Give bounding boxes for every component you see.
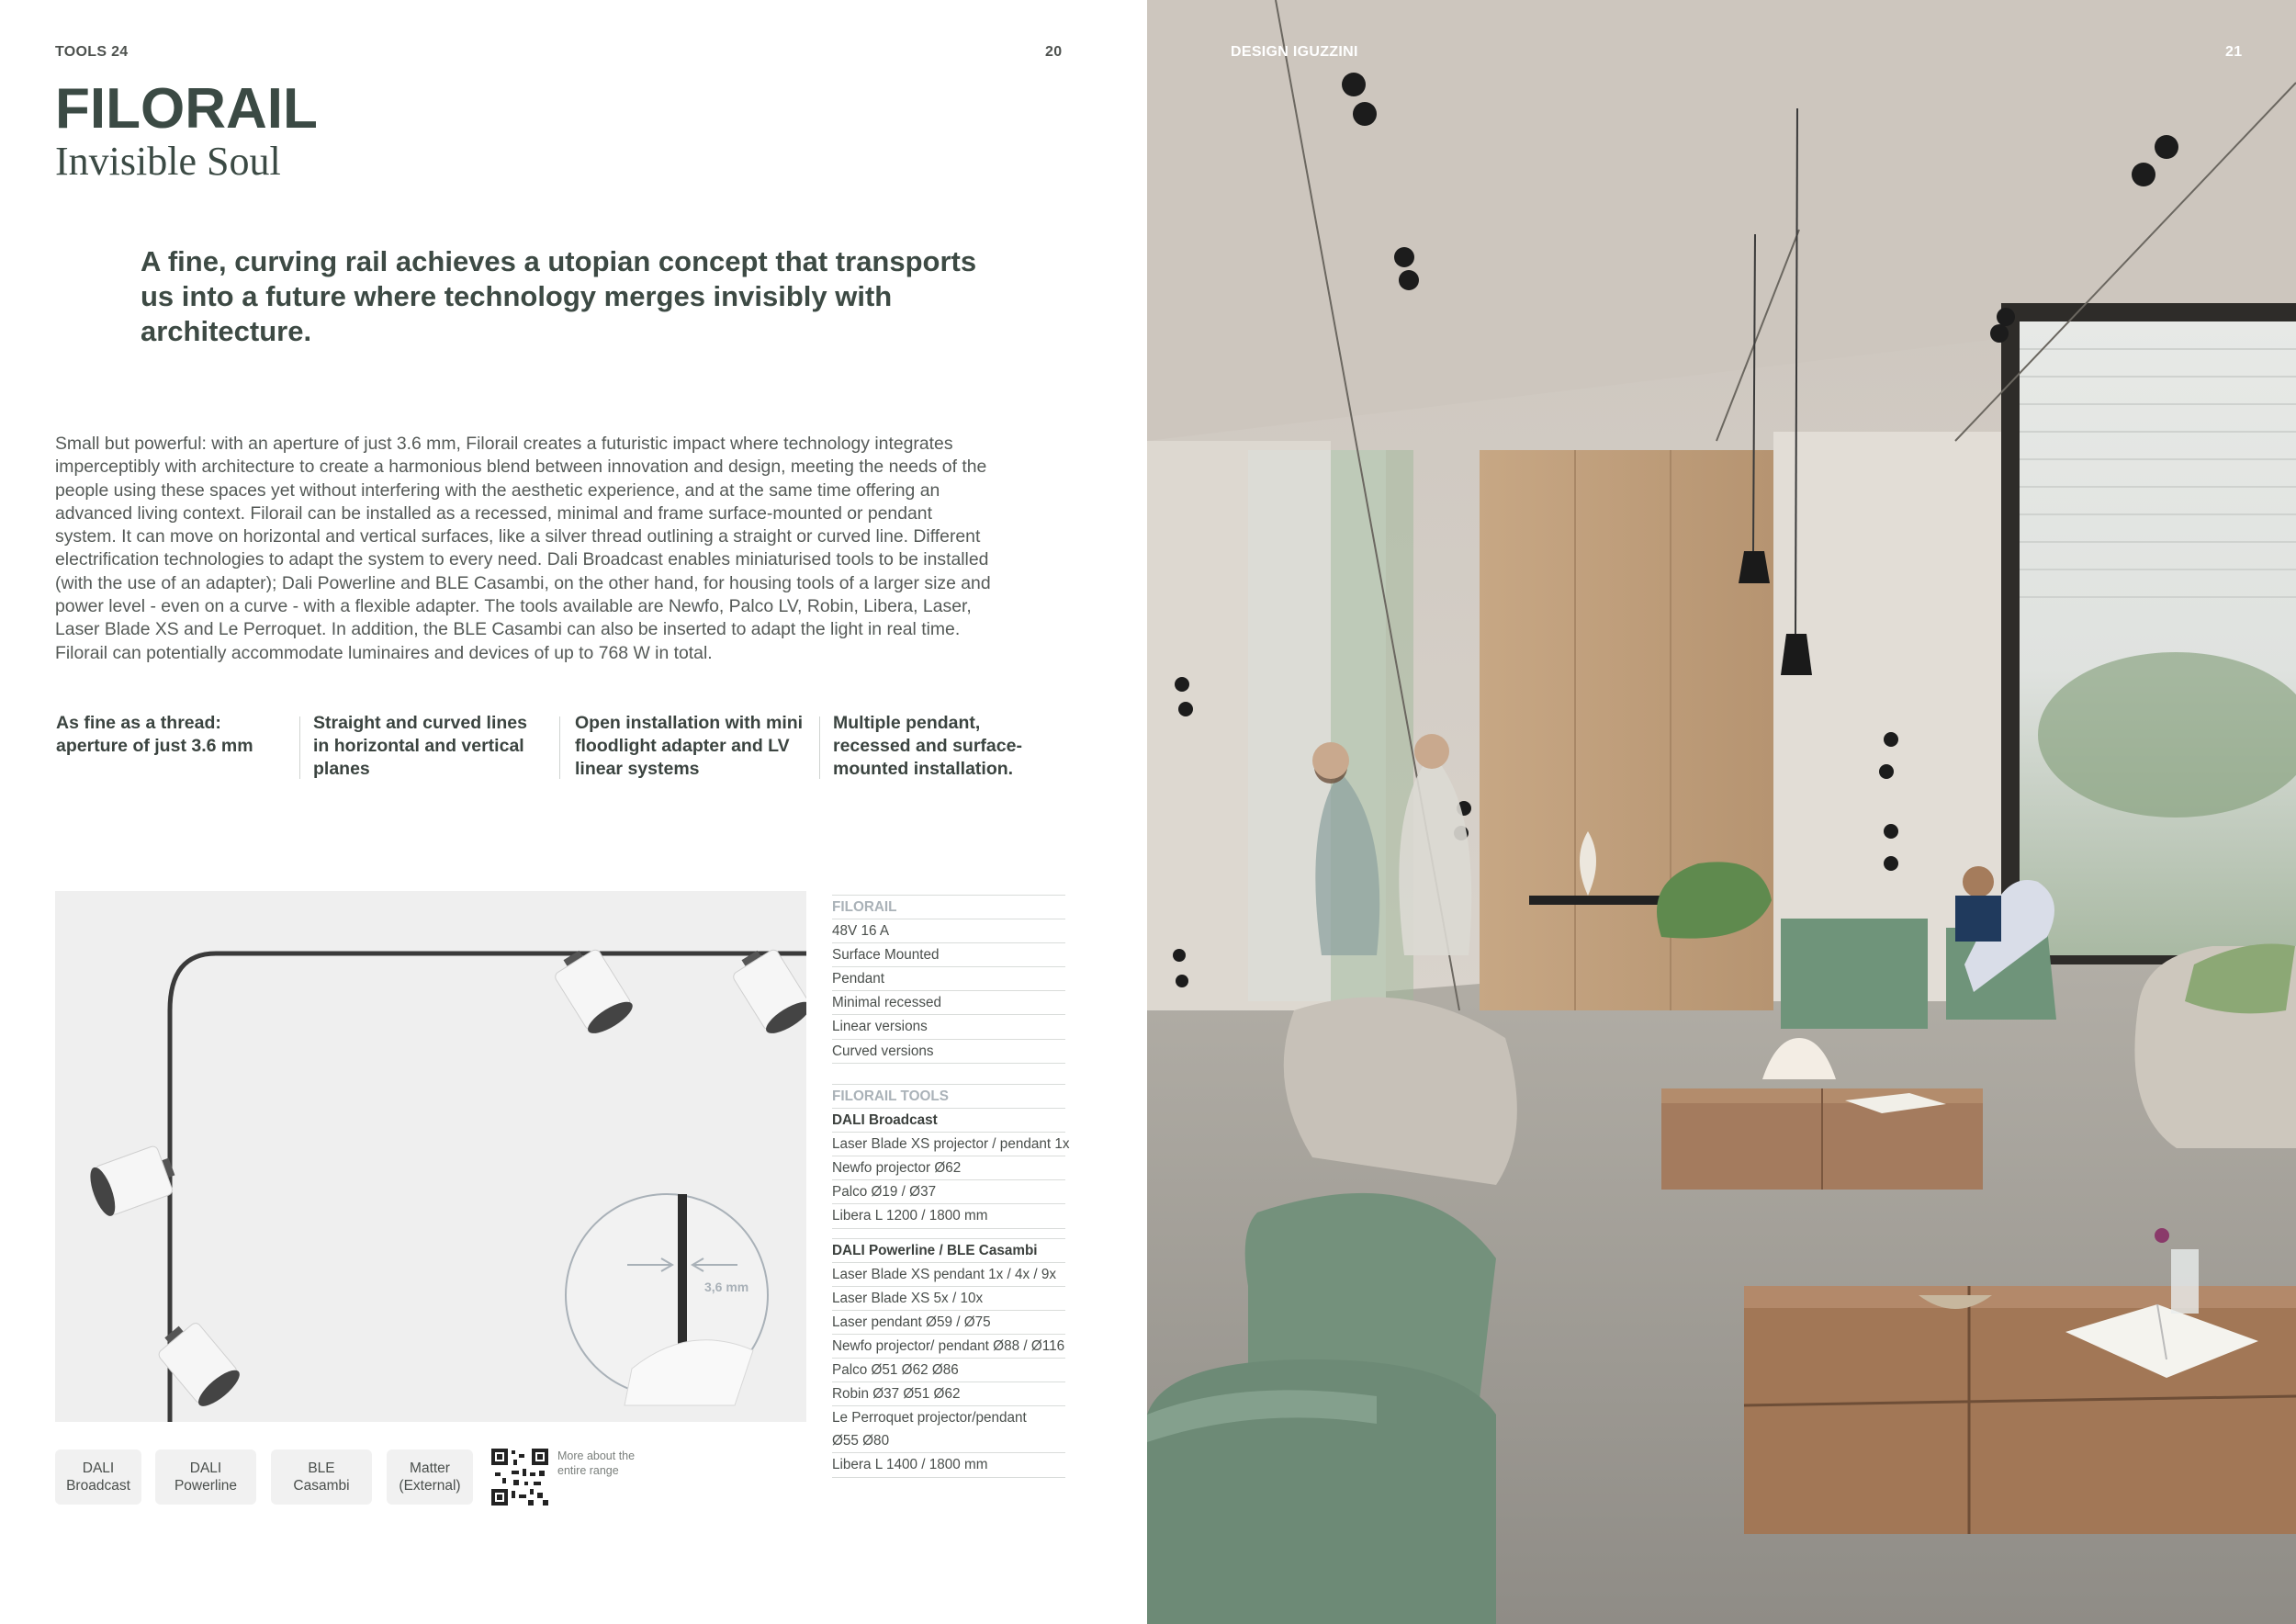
spec-item: Palco Ø19 / Ø37	[832, 1180, 1065, 1204]
page-title: FILORAIL	[55, 77, 318, 141]
product-drawing	[55, 891, 806, 1422]
section-label: DESIGN IGUZZINI	[1231, 44, 1358, 60]
interior-scene-illustration	[1147, 0, 2296, 1624]
feature-divider	[559, 716, 560, 779]
spec-item: Laser Blade XS 5x / 10x	[832, 1287, 1065, 1311]
feature-4: Multiple pendant, recessed and surface-mounted installation.	[833, 713, 1022, 779]
chip-dali-broadcast	[55, 1449, 141, 1505]
feature-divider	[819, 716, 820, 779]
chip-line: Matter	[410, 1460, 450, 1476]
chip-line: (External)	[399, 1478, 461, 1494]
chip-line: Casambi	[293, 1478, 350, 1494]
chip-dali-powerline	[155, 1449, 256, 1505]
spotlight-4	[152, 1315, 245, 1412]
chip-matter	[387, 1449, 473, 1505]
spotlight-1	[549, 942, 636, 1039]
qr-code-icon[interactable]	[491, 1449, 548, 1506]
spec-item: Newfo projector/ pendant Ø88 / Ø116	[832, 1335, 1065, 1359]
qr-note: More about the entire range	[557, 1449, 636, 1477]
filorail-rail-illustration	[55, 891, 806, 1422]
spec-item: Pendant	[832, 967, 1065, 991]
page-number: 21	[2225, 44, 2243, 60]
spec-item: Palco Ø51 Ø62 Ø86	[832, 1359, 1065, 1382]
spec-item: Curved versions	[832, 1040, 1065, 1064]
chip-line: DALI	[82, 1460, 115, 1476]
feature-3: Open installation with mini floodlight adapter and LV linear systems	[575, 713, 804, 779]
spec-item: Laser Blade XS projector / pendant 1x	[832, 1133, 1065, 1156]
spotlight-2	[727, 942, 806, 1039]
spec-item: Ø55 Ø80	[832, 1429, 1065, 1453]
feature-divider	[299, 716, 300, 779]
page-number: 20	[1045, 44, 1063, 60]
spec-item: Surface Mounted	[832, 943, 1065, 967]
chip-line: BLE	[308, 1460, 335, 1476]
feature-2: Straight and curved lines in horizontal and vertical planes	[313, 713, 527, 779]
chip-line: DALI	[189, 1460, 222, 1476]
spec-filorail	[832, 895, 1065, 1064]
spotlight-3	[85, 1143, 181, 1219]
spec-item: Le Perroquet projector/pendant	[832, 1410, 1027, 1427]
spec-item: Linear versions	[832, 1015, 1065, 1039]
spec-item: Laser pendant Ø59 / Ø75	[832, 1311, 1065, 1335]
chip-line: Broadcast	[66, 1478, 130, 1494]
page-subtitle: Invisible Soul	[55, 139, 281, 184]
right-page-photo	[1147, 0, 2296, 1624]
spec-heading: FILORAIL	[832, 895, 1065, 919]
spec-item: Libera L 1200 / 1800 mm	[832, 1204, 1065, 1228]
feature-1: As fine as a thread: aperture of just 3.6 mm	[56, 713, 253, 756]
spec-subheading: DALI Broadcast	[832, 1109, 1065, 1133]
left-page	[0, 0, 1147, 1624]
spec-item: 48V 16 A	[832, 919, 1065, 943]
section-label: TOOLS 24	[55, 44, 129, 60]
dimension-label: 3,6 mm	[704, 1280, 749, 1294]
spec-item: Minimal recessed	[832, 991, 1065, 1015]
spec-subheading: DALI Powerline / BLE Casambi	[832, 1238, 1065, 1263]
spec-item: Robin Ø37 Ø51 Ø62	[832, 1382, 1065, 1406]
lead-paragraph: A fine, curving rail achieves a utopian concept that transports us into a future where technology merges invisibly with architecture.	[141, 245, 977, 347]
spec-heading: FILORAIL TOOLS	[832, 1084, 1065, 1109]
spec-item: Laser Blade XS pendant 1x / 4x / 9x	[832, 1263, 1065, 1287]
chip-ble-casambi	[271, 1449, 372, 1505]
spec-item: Libera L 1400 / 1800 mm	[832, 1453, 1065, 1477]
spec-item: Newfo projector Ø62	[832, 1156, 1065, 1180]
body-paragraph: Small but powerful: with an aperture of just 3.6 mm, Filorail creates a futuristic impact where technology integrates imperceptibly with architecture to create a harmonious blend between innovation and design, meeting the needs of the people using these spaces yet without interfering with the aesthetic experience, and at the same time offering an advanced living context. Filorail can be installed as a recessed, minimal and frame surface-mounted or pendant system. It can move on horizontal and vertical surfaces, like a silver thread outlining a straight or curved line. Different electrification technologies to adapt the system to every need. Dali Broadcast enables miniaturised tools to be installed (with the use of an adapter); Dali Powerline and BLE Casambi, on the other hand, for housing tools of a larger size and power level - even on a curve - with a flexible adapter. The tools available are Newfo, Palco LV, Robin, Libera, Laser, Laser Blade XS and Le Perroquet. In addition, the BLE Casambi can also be inserted to adapt the light in real time. Filorail can potentially accommodate luminaires and devices of up to 768 W in total.	[55, 434, 991, 663]
chip-line: Powerline	[174, 1478, 238, 1494]
spec-tools	[832, 1084, 1070, 1478]
